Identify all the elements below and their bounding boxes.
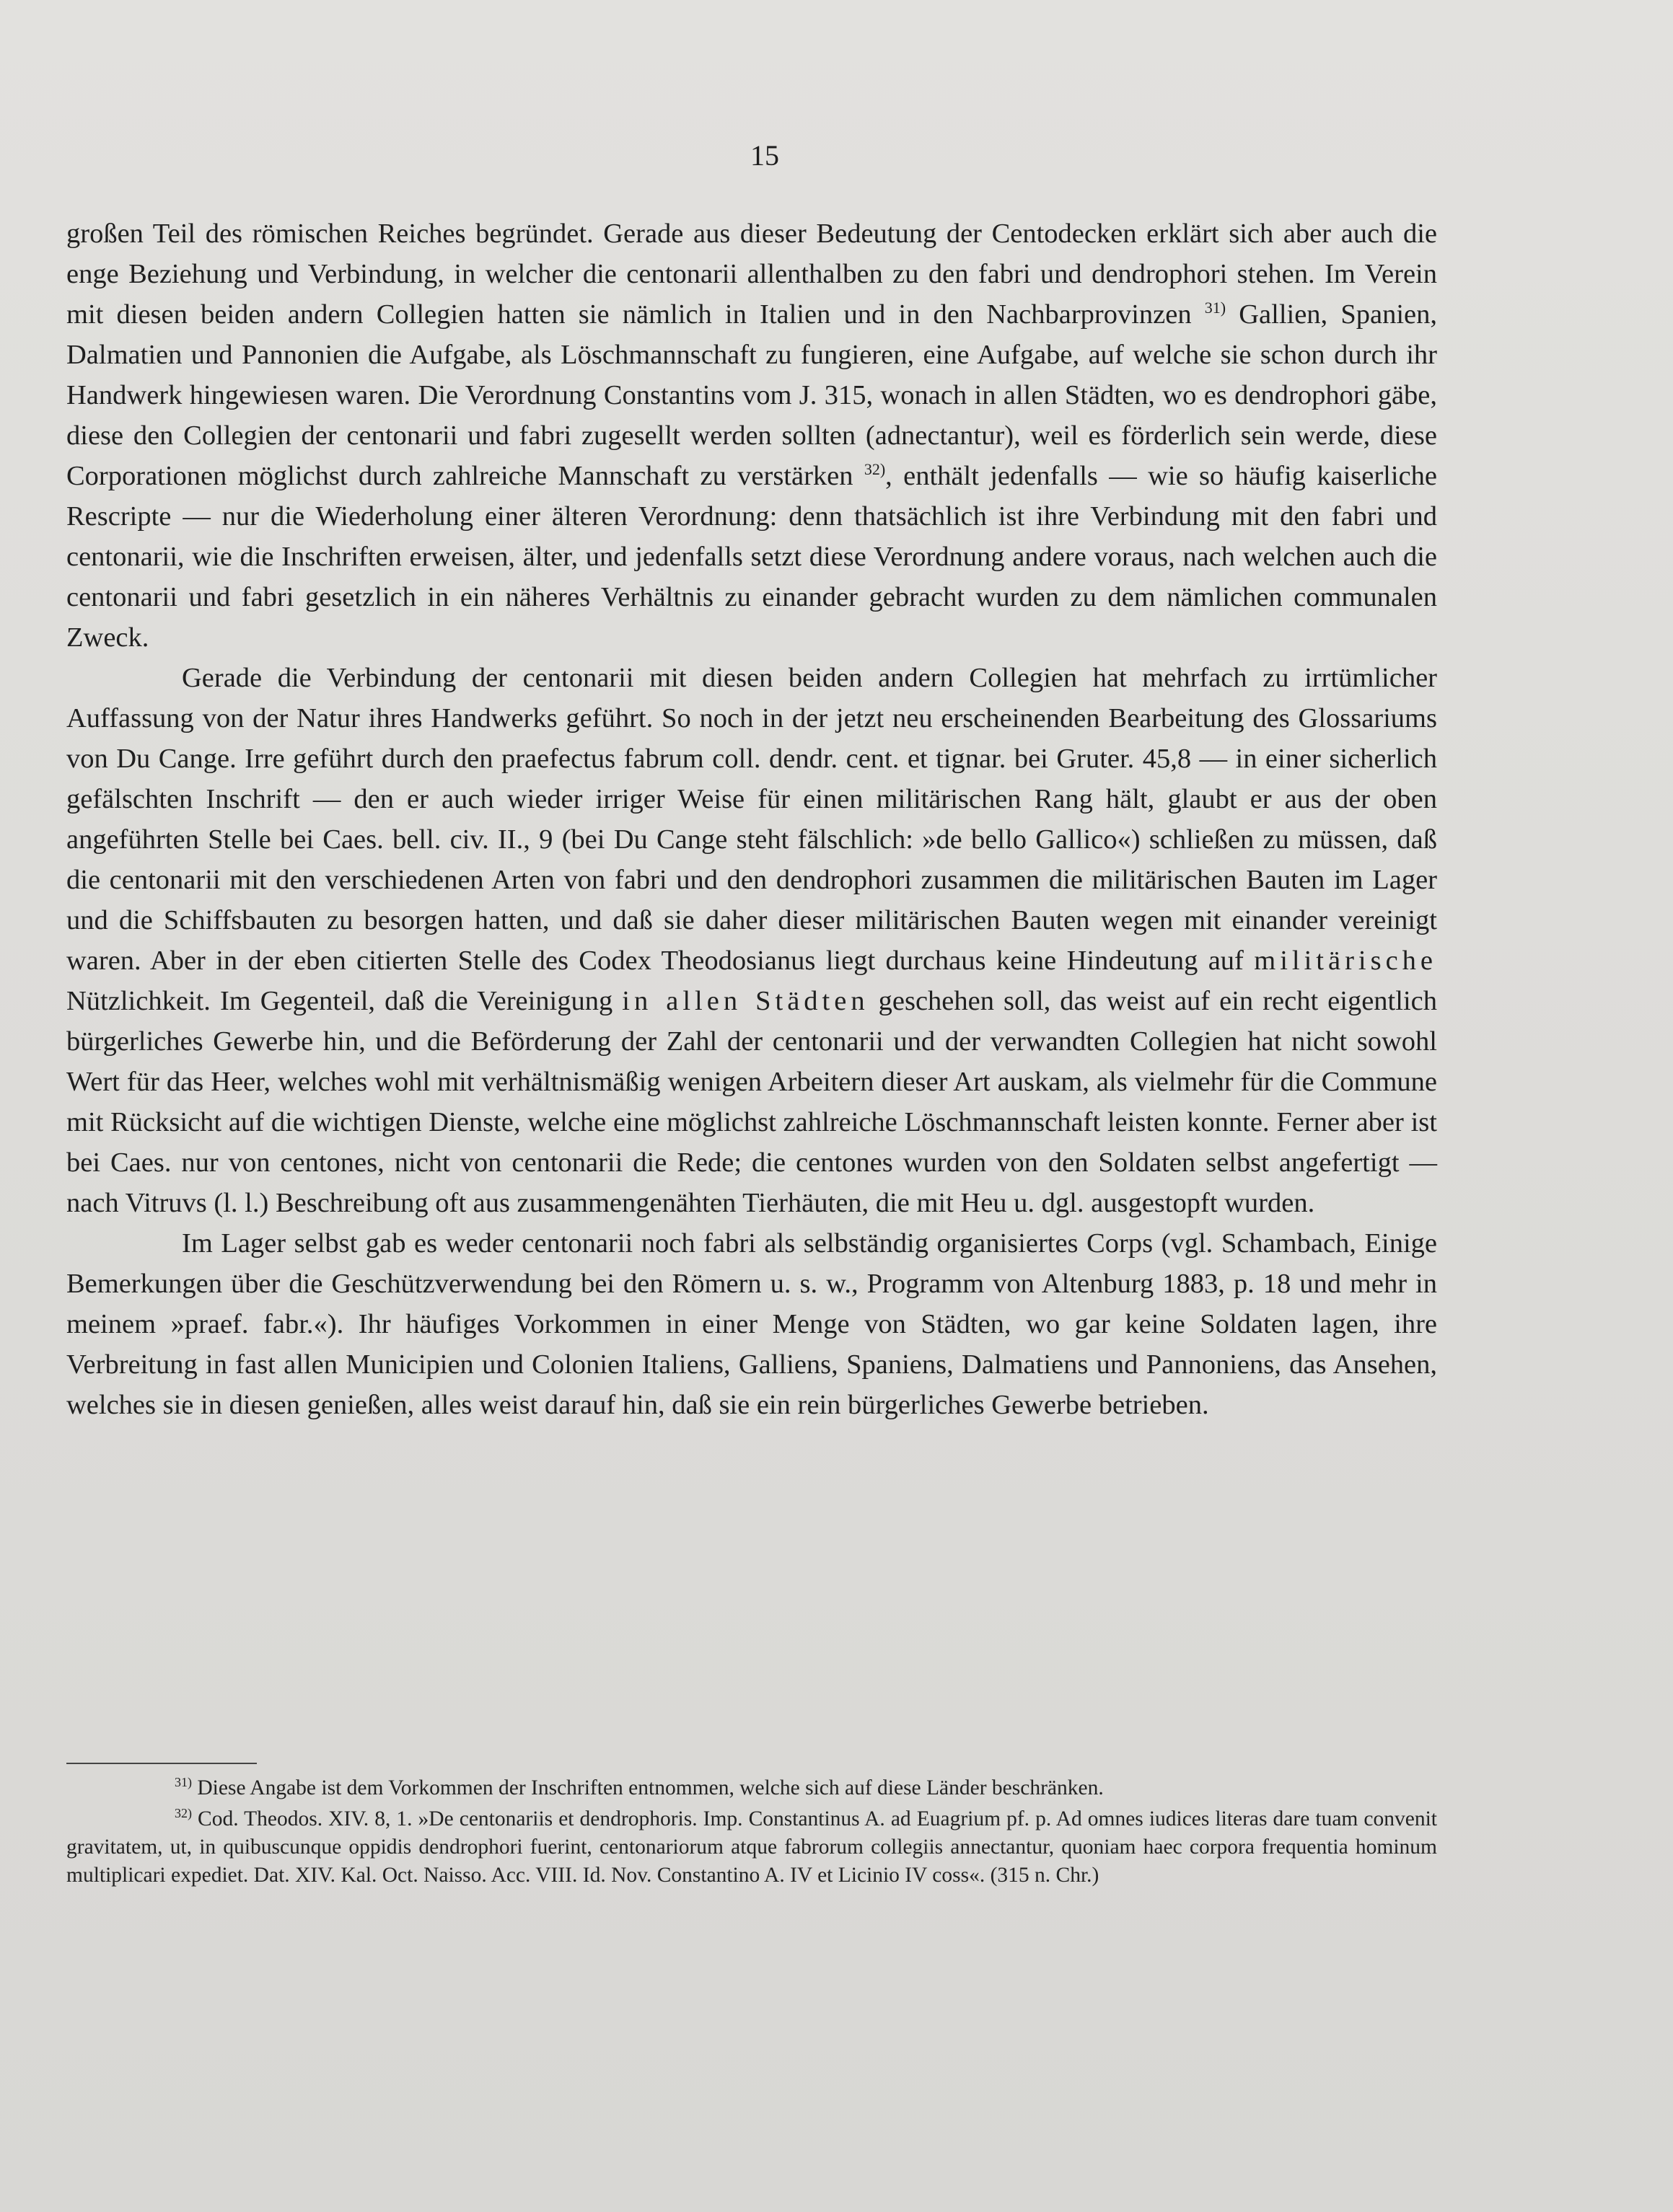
- footnote-reference: 32): [864, 460, 886, 479]
- body-text: [66, 213, 1437, 1425]
- footnote-divider: [66, 1763, 257, 1764]
- paragraph: [66, 213, 1437, 658]
- paragraph-text: großen Teil des römischen Reiches begründet. Gerade aus dieser Bedeutung der Centodecken erklärt sich aber auch die enge Beziehung und Verbindung, in welcher die centonarii allenthalben zu den fabri und dendrophori stehen. Im Verein mit diesen beiden andern Collegien hatten sie nämlich in Italien und in den Nachbarprovinzen: [66, 219, 1437, 330]
- footnotes: [66, 1774, 1437, 1892]
- footnote: [66, 1774, 1437, 1802]
- emphasized-text: militärische: [1254, 946, 1437, 976]
- paragraph-text: Gerade die Verbindung der centonarii mit diesen beiden andern Collegien hat mehrfach zu irrtümlicher Auffassung von der Natur ihres Handwerks geführt. So noch in der jetzt neu erscheinenden Bearbeitung des Glossariums von Du Cange. Irre geführt durch den praefectus fabrum coll. dendr. cent. et tignar. bei Gruter. 45,8 — in einer sicherlich gefälschten Inschrift — den er auch wieder irriger Weise für einen militärischen Rang hält, glaubt er aus der oben angeführten Stelle bei Caes. bell. civ. II., 9 (bei Du Cange steht fälschlich: »de bello Gallico«) schließen zu müssen, daß die centonarii mit den verschiedenen Arten von fabri und den dendrophori zusammen die militärischen Bauten im Lager und die Schiffsbauten zu besorgen hatten, und daß sie daher dieser militärischen Bauten wegen mit einander vereinigt waren. Aber in der eben citierten Stelle des Codex Theodosianus liegt durchaus keine Hindeutung auf: [66, 663, 1437, 976]
- paragraph-text: Gallien, Spanien, Dalmatien und Pannonien die Aufgabe, als Löschmannschaft zu fungieren, eine Aufgabe, auf welche sie schon durch ihr Handwerk hingewiesen waren. Die Verordnung Constantins vom J. 315, wonach in allen Städten, wo es dendrophori gäbe, diese den Collegien der centonarii und fabri zugesellt werden sollten (adnectantur), weil es förderlich sein werde, diese Corporationen möglichst durch zahlreiche Mannschaft zu verstärken: [66, 299, 1438, 491]
- footnote-number: 32): [175, 1806, 192, 1821]
- footnote-text: Cod. Theodos. XIV. 8, 1. »De centonariis et dendrophoris. Imp. Constantinus A. ad Euagrium pf. p. Ad omnes iudices literas dare tuam convenit gravitatem, ut, in quibuscunque oppidis dendrophori fuerint, centonariorum atque fabrorum collegiis annectantur, quoniam haec corpora frequentia hominum multiplicari expediet. Dat. XIV. Kal. Oct. Naisso. Acc. VIII. Id. Nov. Constantino A. IV et Licinio IV coss«. (315 n. Chr.): [66, 1807, 1437, 1887]
- paragraph-text: Nützlichkeit. Im Gegenteil, daß die Vereinigung: [66, 986, 623, 1016]
- footnote-text: Diese Angabe ist dem Vorkommen der Inschriften entnommen, welche sich auf diese Länder beschränken.: [192, 1776, 1104, 1799]
- paragraph: [66, 1223, 1437, 1425]
- footnote-reference: 31): [1204, 299, 1226, 317]
- paragraph: [66, 658, 1437, 1223]
- paragraph-text: geschehen soll, das weist auf ein recht eigentlich bürgerliches Gewerbe hin, und die Beförderung der Zahl der centonarii und der verwandten Collegien hat nicht sowohl Wert für das Heer, welches wohl mit verhältnismäßig wenigen Arbeitern dieser Art auskam, als vielmehr für die Commune mit Rücksicht auf die wichtigen Dienste, welche eine möglichst zahlreiche Löschmannschaft leisten konnte. Ferner aber ist bei Caes. nur von centones, nicht von centonarii die Rede; die centones wurden von den Soldaten selbst angefertigt — nach Vitruvs (l. l.) Beschreibung oft aus zusammengenähten Tierhäuten, die mit Heu u. dgl. ausgestopft wurden.: [66, 986, 1437, 1218]
- paragraph-text: Im Lager selbst gab es weder centonarii noch fabri als selbständig organisiertes Corps (vgl. Schambach, Einige Bemerkungen über die Geschützverwendung bei den Römern u. s. w., Programm von Altenburg 1883, p. 18 und mehr in meinem »praef. fabr.«). Ihr häufiges Vorkommen in einer Menge von Städten, wo gar keine Soldaten lagen, ihre Verbreitung in fast allen Municipien und Colonien Italiens, Galliens, Spaniens, Dalmatiens und Pannoniens, das Ansehen, welches sie in diesen genießen, alles weist darauf hin, daß sie ein rein bürgerliches Gewerbe betrieben.: [66, 1228, 1437, 1420]
- footnote: [66, 1805, 1437, 1890]
- footnote-number: 31): [175, 1775, 192, 1790]
- emphasized-text: in allen Städten: [622, 986, 869, 1016]
- page-number: 15: [750, 139, 779, 172]
- paragraph-text: , enthält jedenfalls — wie so häufig kaiserliche Rescripte — nur die Wiederholung einer älteren Verordnung: denn thatsächlich ist ihre Verbindung mit den fabri und centonarii, wie die Inschriften erweisen, älter, und jedenfalls setzt diese Verordnung andere voraus, nach welchen auch die centonarii und fabri gesetzlich in ein näheres Verhältnis zu einander gebracht wurden zu dem nämlichen communalen Zweck.: [66, 461, 1437, 653]
